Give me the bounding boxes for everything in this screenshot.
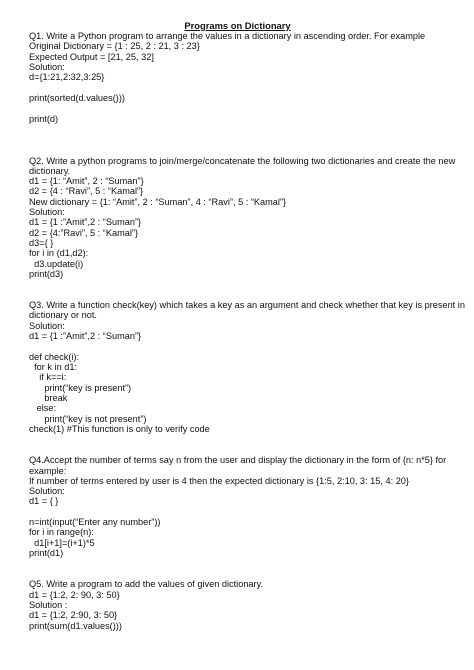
code-line: d={1:21,2:32,3:25}	[29, 72, 105, 83]
text-line: Solution:	[29, 486, 65, 497]
code-line: d1 = {1 :”Amit”,2 : “Suman”}	[29, 331, 142, 342]
code-line: for i in range(n):	[29, 527, 94, 538]
code-line: n=int(input(“Enter any number”))	[29, 517, 161, 528]
text-line: Solution:	[29, 320, 65, 331]
text-line: Solution:	[29, 207, 65, 218]
code-line: print(“key is not present”)	[29, 413, 147, 424]
code-line: print(d3)	[29, 268, 64, 279]
code-line: break	[29, 393, 68, 404]
code-line: check(1) #This function is only to verify code	[29, 423, 210, 434]
text-line: New dictionary = {1: “Amit”, 2 : “Suman”, 4 : “Ravi”, 5 : “Kamal”}	[29, 196, 287, 207]
code-line: print(sum(d1.values()))	[29, 620, 122, 631]
code-line: d1 = {1:2, 2: 90, 3: 50}	[29, 589, 120, 600]
text-line: example:	[29, 465, 67, 476]
document-title: Programs on Dictionary	[184, 20, 291, 31]
code-line: for i in (d1,d2):	[29, 248, 89, 259]
code-line: if k==i:	[29, 372, 67, 383]
text-line: Q4.Accept the number of terms say n from the user and display the dictionary in the form of {n: n*5} for	[29, 455, 447, 466]
code-line: d1 = {1 :”Amit”,2 : “Suman”}	[29, 217, 142, 228]
code-line: d3.update(i)	[29, 258, 84, 269]
code-line: print(“key is present”)	[29, 382, 132, 393]
code-line: for k in d1:	[29, 362, 78, 373]
text-line: Original Dictionary = {1 : 25, 2 : 21, 3 : 23}	[29, 41, 200, 52]
text-line: Q1. Write a Python program to arrange the values in a dictionary in ascending order. For example	[29, 31, 426, 41]
text-line: dictionary.	[29, 165, 71, 176]
text-line: dictionary or not.	[29, 310, 97, 321]
text-line: Expected Output = [21, 25, 32]	[29, 51, 154, 62]
code-line: d2 = {4:”Ravi”, 5 : “Kamal”}	[29, 227, 139, 238]
code-line: d1 = {1:2, 2:90, 3: 50}	[29, 610, 118, 621]
code-line: print(d1)	[29, 548, 64, 559]
question-5	[29, 579, 446, 630]
code-line: d1 = { }	[29, 496, 59, 507]
text-line: d1 = {1: “Amit”, 2 : “Suman”}	[29, 176, 144, 187]
text-line: Solution :	[29, 599, 68, 610]
code-line: print(d)	[29, 113, 59, 124]
text-line: If number of terms entered by user is 4 then the expected dictionary is {1:5, 2:10, 3: 15, 4: 20}	[29, 475, 409, 486]
question-4	[29, 455, 446, 558]
text-line: d2 = {4 : “Ravi”, 5 : “Kamal”}	[29, 186, 144, 197]
code-line: def check(i):	[29, 351, 80, 362]
question-2	[29, 155, 456, 280]
question-3	[29, 300, 465, 434]
code-line: d1[i+1]=(i+1)*5	[29, 537, 95, 548]
text-line: Q5. Write a program to add the values of given dictionary.	[29, 579, 264, 590]
code-line: print(sorted(d.values()))	[29, 92, 125, 103]
text-line: Q2. Write a python programs to join/merge/concatenate the following two dictionaries and create the new	[29, 155, 456, 166]
text-line: Solution:	[29, 61, 65, 72]
code-line: d3={ }	[29, 237, 54, 248]
code-line: else:	[29, 403, 57, 414]
question-1	[29, 31, 446, 124]
text-line: Q3. Write a function check(key) which takes a key as an argument and check whether that key is present in	[29, 300, 465, 311]
